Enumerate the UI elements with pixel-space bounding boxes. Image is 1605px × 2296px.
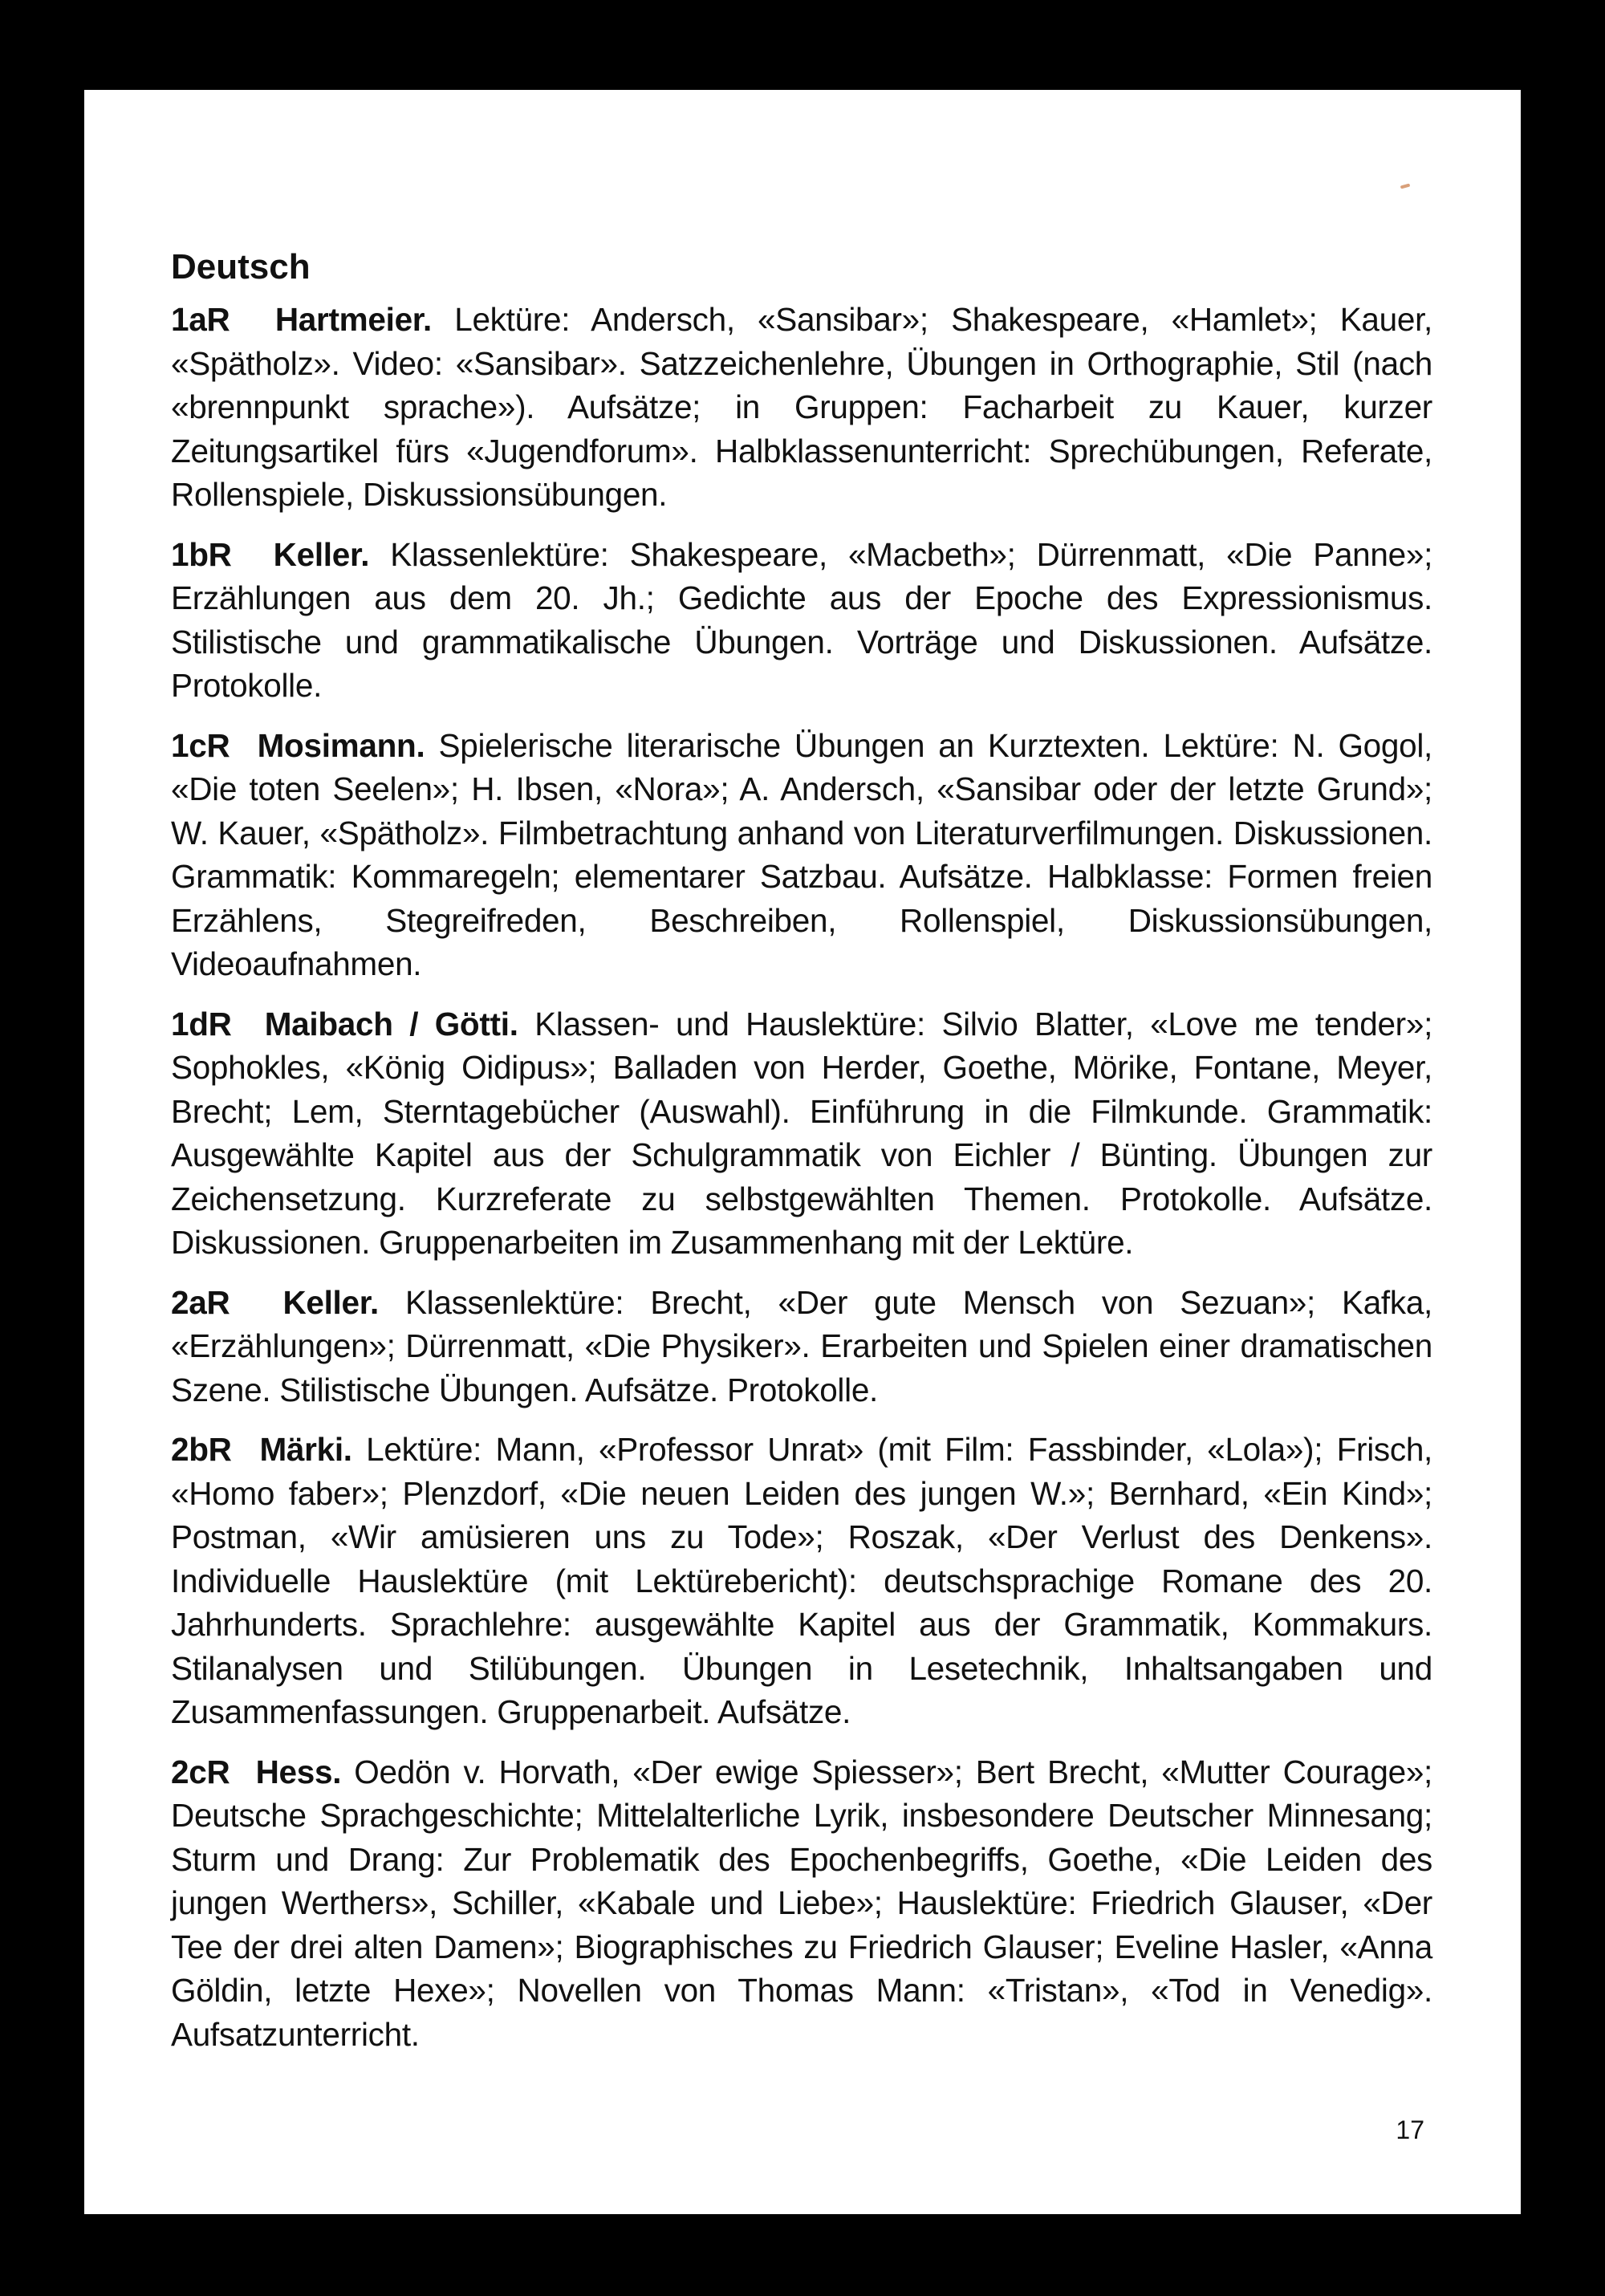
teacher-name: Mosimann.	[257, 726, 425, 764]
course-entry-1cr	[171, 724, 1432, 986]
course-entry-1dr	[171, 1002, 1432, 1265]
subject-heading: Deutsch	[171, 247, 311, 286]
teacher-name: Maibach / Götti.	[264, 1005, 518, 1042]
class-code: 1dR	[171, 1005, 232, 1042]
paper-smudge	[1400, 184, 1411, 189]
course-entry-2ar	[171, 1281, 1432, 1412]
page-content	[171, 246, 1432, 2072]
class-code: 1bR	[171, 535, 232, 573]
teacher-name: Keller.	[282, 1283, 379, 1321]
course-description: Lektüre: Mann, «Professor Unrat» (mit Film: Fassbinder, «Lola»); Frisch, «Homo faber»; Plenzdorf, «Die neuen Leiden des jungen W.»; Bernhard, «Ein Kind»; Postman, «Wir amüsieren uns zu Tode»; Roszak, «Der Verlust des Denkens». Individuelle Hauslektüre (mit Lektürebericht): deutschsprachige Romane des 20. Jahrhunderts. Sprachlehre: ausgewählte Kapitel aus der Grammatik, Kommakurs. Stilanalysen und Stilübungen. Übungen in Lesetechnik, Inhaltsangaben und Zusammenfassungen. Gruppenarbeit. Aufsätze.	[171, 1431, 1433, 1730]
page-number: 17	[1396, 2115, 1424, 2144]
course-entry-1ar	[171, 298, 1432, 517]
class-code: 2cR	[171, 1753, 230, 1790]
course-description: Lektüre: Andersch, «Sansibar»; Shakespeare, «Hamlet»; Kauer, «Spätholz». Video: «Sansibar». Satzzeichenlehre, Übungen in Orthographie, Stil (nach «brennpunkt sprache»). Aufsätze; in Gruppen: Facharbeit zu Kauer, kurzer Zeitungsartikel fürs «Jugendforum». Halbklassenunterricht: Sprechübungen, Referate, Rollenspiele, Diskussionsübungen.	[171, 301, 1433, 513]
course-description: Klassenlektüre: Shakespeare, «Macbeth»; Dürrenmatt, «Die Panne»; Erzählungen aus dem 20. Jh.; Gedichte aus der Epoche des Expressionismus. Stilistische und grammatikalische Übungen. Vorträge und Diskussionen. Aufsätze. Protokolle.	[171, 535, 1433, 704]
class-code: 1cR	[171, 726, 230, 764]
course-description: Spielerische literarische Übungen an Kurztexten. Lektüre: N. Gogol, «Die toten Seelen»; H. Ibsen, «Nora»; A. Andersch, «Sansibar oder der letzte Grund»; W. Kauer, «Spätholz». Filmbetrachtung anhand von Literaturverfilmungen. Diskussionen. Grammatik: Kommaregeln; elementarer Satzbau. Aufsätze. Halbklasse: Formen freien Erzählens, Stegreifreden, Beschreiben, Rollenspiel, Diskussionsübungen, Videoaufnahmen.	[171, 726, 1433, 982]
class-code: 2bR	[171, 1431, 232, 1468]
course-description: Klassen- und Hauslektüre: Silvio Blatter, «Love me tender»; Sophokles, «König Oidipus»; Balladen von Herder, Goethe, Mörike, Fontane, Meyer, Brecht; Lem, Sterntagebücher (Auswahl). Einführung in die Filmkunde. Grammatik: Ausgewählte Kapitel aus der Schulgrammatik von Eichler / Bünting. Übungen zur Zeichensetzung. Kurzreferate zu selbstgewählten Themen. Protokolle. Aufsätze. Diskussionen. Gruppenarbeiten im Zusammenhang mit der Lektüre.	[171, 1005, 1433, 1261]
course-entry-2br	[171, 1428, 1432, 1734]
teacher-name: Märki.	[259, 1431, 352, 1468]
document-page	[84, 90, 1521, 2214]
course-description: Klassenlektüre: Brecht, «Der gute Mensch von Sezuan»; Kafka, «Erzählungen»; Dürrenmatt, «Die Physiker». Erarbeiten und Spielen einer dramatischen Szene. Stilistische Übungen. Aufsätze. Protokolle.	[171, 1283, 1432, 1408]
teacher-name: Hartmeier.	[274, 301, 432, 338]
class-code: 2aR	[171, 1283, 230, 1321]
teacher-name: Keller.	[273, 535, 370, 573]
course-description: Oedön v. Horvath, «Der ewige Spiesser»; Bert Brecht, «Mutter Courage»; Deutsche Sprachgeschichte; Mittelalterliche Lyrik, insbesondere Deutscher Minnesang; Sturm und Drang: Zur Problematik des Epochenbegriffs, Goethe, «Die Leiden des jungen Werthers», Schiller, «Kabale und Liebe»; Hauslektüre: Friedrich Glauser, «Der Tee der drei alten Damen»; Biographisches zu Friedrich Glauser; Eveline Hasler, «Anna Göldin, letzte Hexe»; Novellen von Thomas Mann: «Tristan», «Tod in Venedig». Aufsatzunterricht.	[171, 1753, 1433, 2053]
course-entry-1br	[171, 533, 1432, 708]
class-code: 1aR	[171, 301, 230, 338]
teacher-name: Hess.	[255, 1753, 342, 1790]
course-entry-2cr	[171, 1750, 1432, 2057]
